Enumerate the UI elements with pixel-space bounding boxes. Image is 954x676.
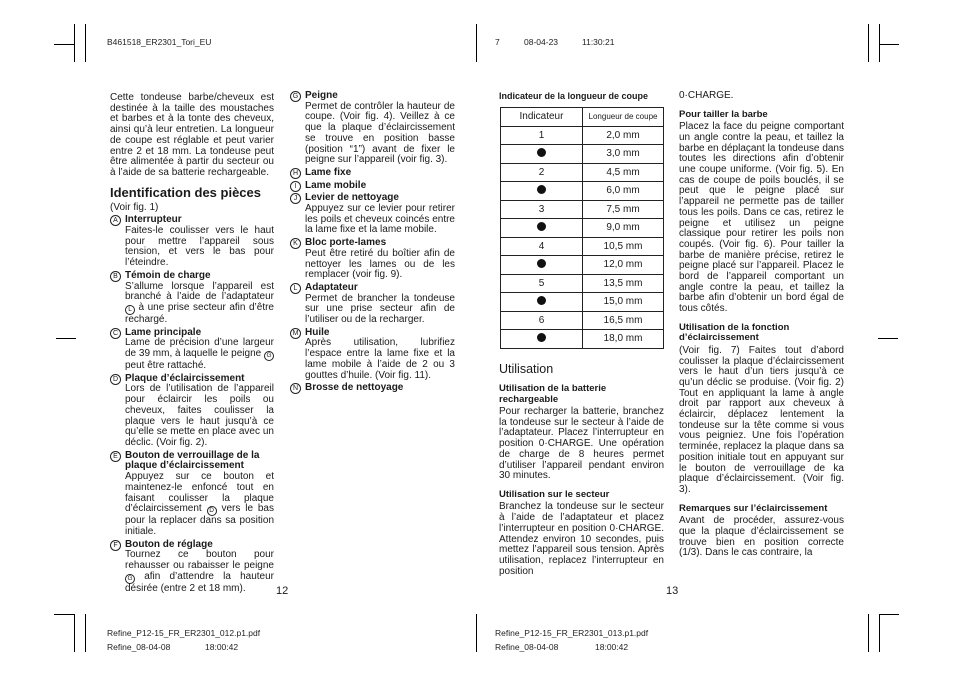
mains-text: Branchez la tondeuse sur le secteur à l’aide de l’adaptateur et placez l’interrupteur en position 0·CHARGE. Attendez environ 10 secondes, puis mettez l’appareil sous tension. Après utilisation, replacez l’interrupteur en position <box>499 501 664 577</box>
indicator-cell <box>501 293 583 312</box>
indicator-cell <box>501 145 583 164</box>
table-row <box>501 330 664 349</box>
dot-marker <box>537 333 546 342</box>
cut-length-table <box>500 107 664 349</box>
part-text: Permet de brancher la tondeuse sur une prise secteur afin de l’utiliser ou de la recharger. <box>305 292 455 326</box>
part-title: Bouton de réglage <box>125 538 213 550</box>
letter-marker: I <box>290 181 301 192</box>
part-g <box>290 91 455 166</box>
dot-marker <box>537 296 546 305</box>
table-header-cell: Indicateur <box>501 108 583 127</box>
length-cell: 16,5 mm <box>583 311 664 330</box>
part-text: Peut être retiré du boîtier afin de nettoyer les lames ou de les remplacer (voir fig. 9). <box>305 247 455 281</box>
table-row <box>501 237 664 256</box>
letter-marker: G <box>290 91 301 102</box>
part-title: Bouton de verrouillage de la plaque d’éclaircissement <box>125 449 260 472</box>
page13-column-1 <box>499 91 664 104</box>
part-j <box>290 193 455 236</box>
part-a <box>110 215 274 269</box>
table-row <box>501 126 664 145</box>
ref-marker: G <box>264 351 274 361</box>
table-row <box>501 274 664 293</box>
letter-marker: H <box>290 168 301 179</box>
part-title: Adaptateur <box>305 281 358 293</box>
dot-marker <box>537 259 546 268</box>
part-f <box>110 540 274 595</box>
ref-marker: G <box>125 574 135 584</box>
page12-column-1 <box>110 93 274 594</box>
intro-paragraph: Cette tondeuse barbe/cheveux est destinée à la taille des moustaches et barbes et à la tonte des cheveux, ainsi qu’à leur entretien. La longueur de coupe est réglable et peut varier entre 2 et 18 mm. La tondeuse peut être alimentée à partir du secteur ou à l’aide de sa batterie rechargeable. <box>110 92 274 178</box>
part-text: Tournez ce bouton pour rehausser ou rabaisser le peigne <box>125 549 274 572</box>
letter-marker: J <box>290 193 301 204</box>
part-text: Faites-le coulisser vers le haut pour mettre l’appareil sous tension, et vers le bas pour l’éteindre. <box>125 225 274 269</box>
length-cell: 13,5 mm <box>583 274 664 293</box>
dot-marker <box>537 148 546 157</box>
mains-title: Utilisation sur le secteur <box>499 488 610 500</box>
part-text: Lors de l’utilisation de l’appareil pour éclaircir les poils ou cheveux, faites coulisser la plaque vers le haut jusqu’à ce qu’elle se mette en place avec un déclic. (Voir fig. 2). <box>125 383 274 448</box>
part-text: à une prise secteur afin d’être rechargé. <box>125 301 274 325</box>
footer-right-time: 18:00:42 <box>595 642 629 652</box>
part-title: Lame principale <box>125 326 202 338</box>
part-text: S’allume lorsque l’appareil est branché à l’aide de l’adaptateur <box>125 280 274 303</box>
parts-ref: (Voir fig. 1) <box>110 201 159 213</box>
part-d <box>110 374 274 449</box>
dot-marker <box>537 185 546 194</box>
part-title: Bloc porte-lames <box>305 237 387 249</box>
letter-marker: K <box>290 238 301 249</box>
part-b <box>110 271 274 326</box>
part-h <box>290 168 455 179</box>
indicator-cell: 4 <box>501 237 583 256</box>
indicator-cell <box>501 219 583 238</box>
length-cell: 9,0 mm <box>583 219 664 238</box>
table-row <box>501 219 664 238</box>
part-text: vers le bas pour la replacer dans sa position initiale. <box>125 503 274 537</box>
length-cell: 3,0 mm <box>583 145 664 164</box>
letter-marker: D <box>110 374 121 385</box>
length-cell: 7,5 mm <box>583 200 664 219</box>
length-cell: 4,5 mm <box>583 163 664 182</box>
header-date: 08-04-23 <box>524 37 559 47</box>
part-title: Brosse de nettoyage <box>305 382 404 394</box>
indicator-cell <box>501 330 583 349</box>
part-l <box>290 283 455 326</box>
part-text: Appuyez sur ce bouton et maintenez-le enfoncé tout en faisant coulisser la plaque d’éclaircissement <box>125 471 274 515</box>
notes-text: Avant de procéder, assurez-vous que la plaque d’éclaircissement se trouve bien en position correcte (1/3). Dans le cas contraire, la <box>679 515 844 559</box>
indicator-cell <box>501 256 583 275</box>
page12-column-2 <box>290 91 455 394</box>
beard-title: Pour tailler la barbe <box>679 108 768 120</box>
part-title: Lame fixe <box>305 166 352 178</box>
header-file: B461518_ER2301_Tori_EU <box>107 37 212 47</box>
letter-marker: A <box>110 215 121 226</box>
indicator-cell: 1 <box>501 126 583 145</box>
table-row <box>501 163 664 182</box>
part-text: afin d’attendre la hauteur désirée (entre 2 et 18 mm). <box>125 570 275 594</box>
part-title: Interrupteur <box>125 214 182 226</box>
use-title: Utilisation <box>499 362 554 376</box>
parts-title: Identification des pièces <box>110 184 261 200</box>
letter-marker: L <box>290 283 301 294</box>
notes-title: Remarques sur l’éclaircissement <box>679 502 828 514</box>
continued-text: 0·CHARGE. <box>679 90 734 101</box>
letter-marker: B <box>110 271 121 282</box>
part-text: Appuyez sur ce levier pour retirer les poils et cheveux coincés entre la lame fixe et la lame mobile. <box>305 203 455 236</box>
letter-marker: M <box>290 328 301 339</box>
part-e <box>110 451 274 538</box>
header-num: 7 <box>495 37 500 47</box>
footer-right-date: Refine_08-04-08 <box>495 642 559 652</box>
length-cell: 6,0 mm <box>583 182 664 201</box>
length-cell: 15,0 mm <box>583 293 664 312</box>
part-title: Plaque d’éclaircissement <box>125 372 245 384</box>
page-number-12: 12 <box>276 585 289 597</box>
table-row <box>501 200 664 219</box>
length-cell: 2,0 mm <box>583 126 664 145</box>
length-cell: 12,0 mm <box>583 256 664 275</box>
dot-marker <box>537 222 546 231</box>
thinning-text: (Voir fig. 7) Faites tout d’abord coulisser la plaque d’éclaircissement vers le haut d’un tiers jusqu’à ce qu’un déclic se produise. (Voir fig. 2) Tout en appliquant la lame à angle droit par rapport aux cheveux à éclaircir, déplacez lentement la tondeuse sur la tête comme si vous vous peigniez. Une fois l’opération terminée, replacez la plaque dans sa position initiale tout en appuyant sur le bouton de verrouillage de ka plaque d’éclaircissement. (Voir fig. 3). <box>679 344 844 495</box>
table-title: Indicateur de la longueur de coupe <box>499 91 649 101</box>
battery-title: Utilisation de la batterie rechargeable <box>499 383 607 405</box>
table-header-cell: Longueur de coupe <box>583 108 664 127</box>
indicator-cell: 6 <box>501 311 583 330</box>
part-m <box>290 328 455 382</box>
part-title: Témoin de charge <box>125 269 211 281</box>
part-i <box>290 181 455 192</box>
table-row <box>501 182 664 201</box>
indicator-cell: 5 <box>501 274 583 293</box>
part-text: Permet de contrôler la hauteur de coupe. (Voir fig. 4). Veillez à ce que la plaque d’éclaircissement se trouve en position basse (position “1”) avant de fixer le peigne sur l’appareil (voir fig. 3). <box>305 100 455 166</box>
thinning-title: Utilisation de la fonction d’éclaircissement <box>679 321 790 344</box>
page13-column-2 <box>679 91 844 559</box>
part-n <box>290 383 455 394</box>
battery-text: Pour recharger la batterie, branchez la tondeuse sur le secteur à l’aide de l’adaptateur. Placez l’interrupteur en position 0·CHARGE. Une opération de charge de 8 heures permet d’utiliser l’appareil pendant environ 30 minutes. <box>499 406 664 482</box>
part-text: Après utilisation, lubrifiez l’espace entre la lame fixe et la lame mobile à l’aide de 2 ou 3 gouttes d’huile. (Voir fig. 11). <box>305 337 455 381</box>
ref-marker: D <box>207 506 217 516</box>
part-title: Lame mobile <box>305 179 367 191</box>
length-cell: 18,0 mm <box>583 330 664 349</box>
ref-marker: L <box>125 305 135 315</box>
part-text: peut être rattaché. <box>125 360 207 372</box>
part-k <box>290 238 455 281</box>
table-row <box>501 311 664 330</box>
footer-left-file: Refine_P12-15_FR_ER2301_012.p1.pdf <box>107 628 261 638</box>
table-row <box>501 145 664 164</box>
part-title: Levier de nettoyage <box>305 192 399 204</box>
header-time: 11:30:21 <box>582 37 615 47</box>
page-number-13: 13 <box>666 585 679 597</box>
letter-marker: C <box>110 328 121 339</box>
table-header-row <box>501 108 664 127</box>
footer-left-date: Refine_08-04-08 <box>107 642 171 652</box>
letter-marker: E <box>110 451 121 462</box>
page13-column-1-text <box>499 362 664 577</box>
footer-left-time: 18:00:42 <box>205 642 239 652</box>
indicator-cell: 2 <box>501 163 583 182</box>
table-row <box>501 256 664 275</box>
part-text: Lame de précision d’une largeur de 39 mm, à laquelle le peigne <box>125 337 274 360</box>
footer-right-file: Refine_P12-15_FR_ER2301_013.p1.pdf <box>495 628 649 638</box>
part-c <box>110 328 274 372</box>
beard-text: Placez la face du peigne comportant un angle contre la peau, et taillez la barbe en déplaçant la tondeuse dans toutes les directions afin d’obtenir une coupe uniforme. (Voir fig. 5). En cas de coupe de poils bouclés, il se peut que le peigne placé sur l’appareil ne permette pas de tailler tous les poils. Dans ce cas, retirez le peigne et utilisez un peigne classique pour retirer les poils non coupés. (Voir fig. 6). Pour tailler la barbe de manière précise, retirez le peigne placé sur l’appareil. Placez le bord de l’appareil comportant un angle contre la peau, et taillez la barbe afin d’obtenir un bord égal de tous côtés. <box>679 121 844 315</box>
length-cell: 10,5 mm <box>583 237 664 256</box>
letter-marker: F <box>110 540 121 551</box>
part-title: Peigne <box>305 90 338 101</box>
table-row <box>501 293 664 312</box>
part-title: Huile <box>305 326 330 338</box>
letter-marker: N <box>290 383 301 394</box>
indicator-cell: 3 <box>501 200 583 219</box>
indicator-cell <box>501 182 583 201</box>
